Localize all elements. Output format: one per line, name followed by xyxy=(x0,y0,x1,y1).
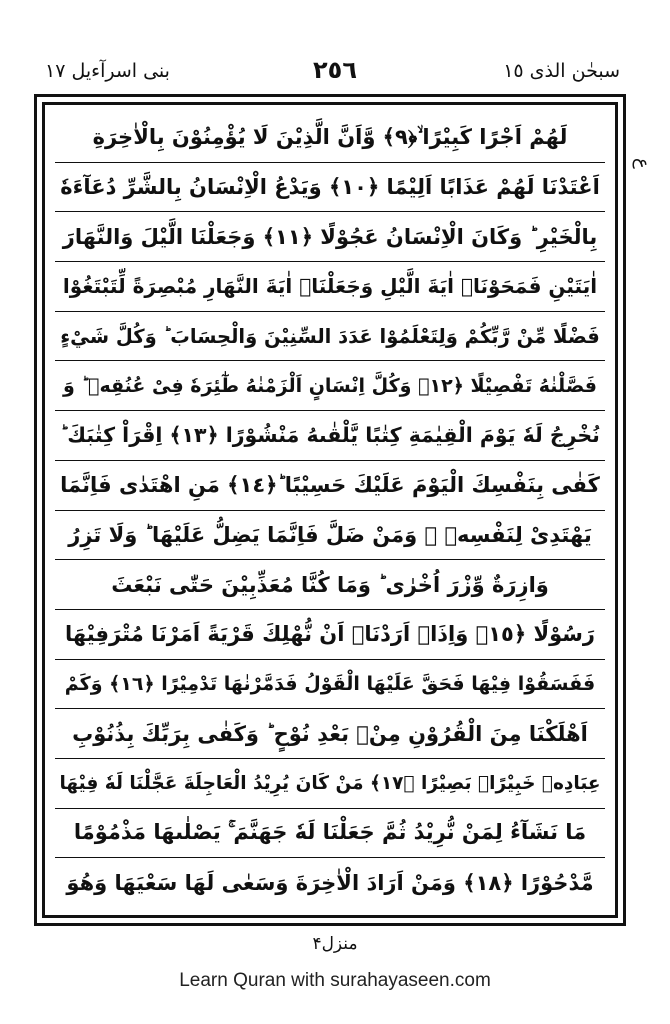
verse-line-8: كَفٰى بِنَفْسِكَ الْيَوْمَ عَلَيْكَ حَسِيْبًا ؕ﴿١٤﴾ مَنِ اهْتَدٰى فَاِنَّمَا xyxy=(55,461,605,511)
verse-line-11: رَسُوْلًا ﴿١٥﴾ وَاِذَاۤ اَرَدْنَاۤ اَنْ نُّهْلِكَ قَرْيَةً اَمَرْنَا مُتْرَفِيْهَا xyxy=(55,610,605,660)
verse-line-10: وَازِرَةٌ وِّزْرَ اُخْرٰى ؕ وَمَا كُنَّا مُعَذِّبِيْنَ حَتّٰى نَبْعَثَ xyxy=(55,560,605,610)
page-header xyxy=(0,56,670,90)
surah-name: بنی اسرآءیل ١٧ xyxy=(45,60,170,82)
page-number: ٢٥٦ xyxy=(313,56,357,84)
verse-line-9: يَهْتَدِىْ لِنَفْسِهٖ ۚ وَمَنْ ضَلَّ فَاِنَّمَا يَضِلُّ عَلَيْهَا ؕ وَلَا تَزِرُ xyxy=(55,511,605,561)
verse-line-3: بِالْخَيْرِ ؕ وَكَانَ الْاِنْسَانُ عَجُوْلًا ﴿١١﴾ وَجَعَلْنَا الَّيْلَ وَالنَّهَارَ xyxy=(55,212,605,262)
verse-line-1: لَهُمْ اَجْرًا كَبِيْرًا ۙ﴿٩﴾ وَّاَنَّ الَّذِيْنَ لَا يُؤْمِنُوْنَ بِالْاٰخِرَةِ xyxy=(55,113,605,163)
verse-line-16: مَّدْحُوْرًا ﴿١٨﴾ وَمَنْ اَرَادَ الْاٰخِرَةَ وَسَعٰى لَهَا سَعْيَهَا وَهُوَ xyxy=(66,870,594,895)
verse-line-2: اَعْتَدْنَا لَهُمْ عَذَابًا اَلِيْمًا ﴿١٠﴾ وَيَدْعُ الْاِنْسَانُ بِالشَّرِّ دُعَآءَهٗ xyxy=(55,163,605,213)
ruku-marker: ع xyxy=(632,158,653,169)
footer-credit: Learn Quran with surahayaseen.com xyxy=(179,970,491,991)
manzil-label: منزل۴ xyxy=(312,934,358,954)
verse-lines xyxy=(55,113,605,907)
verse-line-14: عِبَادِهٖ خَبِيْرًاۢ بَصِيْرًا ﴿١٧﴾ مَنْ كَانَ يُرِيْدُ الْعَاجِلَةَ عَجَّلْنَا لَهٗ فِيْهَا xyxy=(55,759,605,809)
verse-line-15: مَا نَشَآءُ لِمَنْ نُّرِيْدُ ثُمَّ جَعَلْنَا لَهٗ جَهَنَّمَ ۚ يَصْلٰىهَا مَذْمُوْمًا xyxy=(55,809,605,859)
verse-line-5: فَضْلًا مِّنْ رَّبِّكُمْ وَلِتَعْلَمُوْا عَدَدَ السِّنِيْنَ وَالْحِسَابَ ؕ وَكُلَّ شَيْءٍ xyxy=(55,312,605,362)
para-name: سبحٰن الذی ١٥ xyxy=(503,60,620,82)
verse-line-7: نُخْرِجُ لَهٗ يَوْمَ الْقِيٰمَةِ كِتٰبًا يَّلْقٰىهُ مَنْشُوْرًا ﴿١٣﴾ اِقْرَاْ كِتٰبَكَ ؕ xyxy=(55,411,605,461)
text-frame xyxy=(34,94,626,926)
verse-line-4: اٰيَتَيْنِ فَمَحَوْنَاۤ اٰيَةَ الَّيْلِ وَجَعَلْنَاۤ اٰيَةَ النَّهَارِ مُبْصِرَةً لِّتَبْتَغُوْا xyxy=(55,262,605,312)
verse-line-6: فَصَّلْنٰهُ تَفْصِيْلًا ﴿١٢﴾ وَكُلَّ اِنْسَانٍ اَلْزَمْنٰهُ طٰٓئِرَهٗ فِىْ عُنُقِهٖ ؕ وَ xyxy=(55,361,605,411)
verse-line-12: فَفَسَقُوْا فِيْهَا فَحَقَّ عَلَيْهَا الْقَوْلُ فَدَمَّرْنٰهَا تَدْمِيْرًا ﴿١٦﴾ وَكَمْ xyxy=(55,660,605,710)
text-frame-inner xyxy=(42,102,618,918)
verse-line-13: اَهْلَكْنَا مِنَ الْقُرُوْنِ مِنْۢ بَعْدِ نُوْحٍ ؕ وَكَفٰى بِرَبِّكَ بِذُنُوْبِ xyxy=(55,709,605,759)
